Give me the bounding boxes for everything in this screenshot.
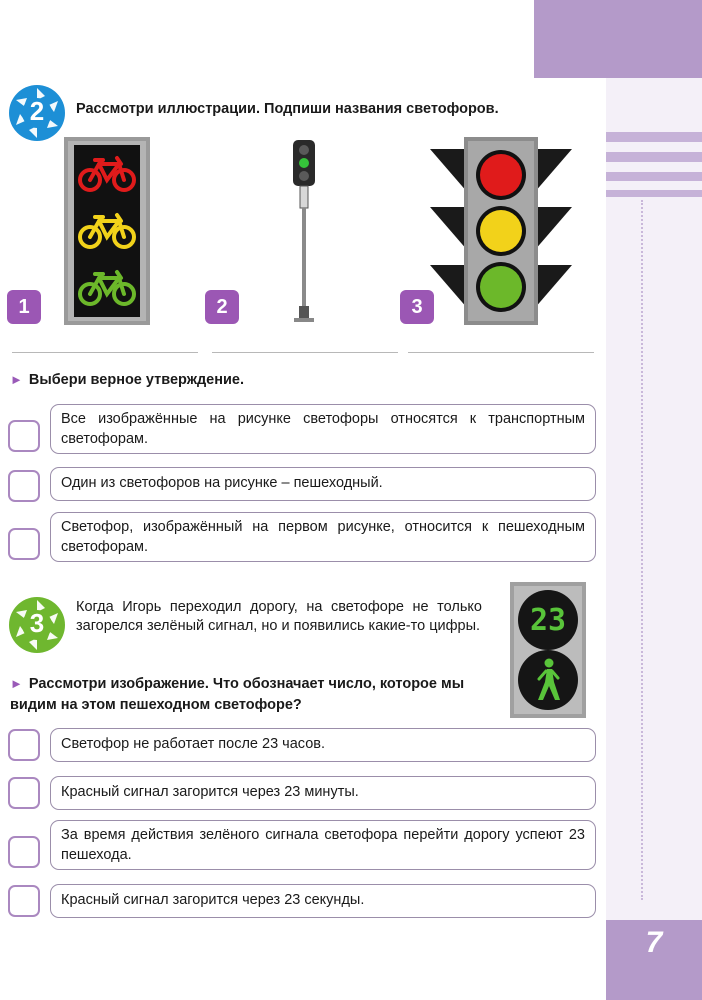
- bicycle-icon: [77, 211, 137, 251]
- option-checkbox[interactable]: [8, 420, 40, 452]
- side-strip: [606, 78, 702, 920]
- task-2-number: 2: [29, 96, 45, 126]
- answer-line-1[interactable]: [12, 352, 198, 353]
- option-box[interactable]: За время действия зелёного сигнала светофора перейти дорогу успеют 23 пешехода.: [50, 820, 596, 870]
- pedestrian-icon: [530, 658, 566, 702]
- option-box[interactable]: Все изображённые на рисунке светофоры относятся к транспортным светофорам.: [50, 404, 596, 454]
- arrow-icon: ►: [10, 372, 23, 387]
- option-checkbox[interactable]: [8, 885, 40, 917]
- stripe: [606, 132, 702, 142]
- arrow-icon: ►: [10, 676, 23, 691]
- task-3-instruction: ► Рассмотри изображение. Что обозначает число, которое мы видим на этом пешеходном светофоре?: [10, 676, 465, 713]
- bicycle-icon: [77, 154, 137, 194]
- answer-line-3[interactable]: [408, 352, 594, 353]
- image-label-2: 2: [205, 290, 239, 324]
- task-3-intro: Когда Игорь переходил дорогу, на светофоре не только загорелся зелёный сигнал, но и появились какие-то цифры.: [76, 599, 482, 634]
- image-label-1: 1: [7, 290, 41, 324]
- pole-traffic-light: [286, 138, 322, 324]
- option-checkbox[interactable]: [8, 777, 40, 809]
- option-box[interactable]: Один из светофоров на рисунке – пешеходный.: [50, 467, 596, 501]
- dotted-line: [641, 200, 643, 900]
- option-box[interactable]: Светофор, изображённый на первом рисунке, относится к пешеходным светофорам.: [50, 512, 596, 562]
- corner-decoration: [534, 0, 702, 78]
- countdown-display: 23: [529, 603, 567, 638]
- image-label-3: 3: [400, 290, 434, 324]
- option-box[interactable]: Красный сигнал загорится через 23 секунды.: [50, 884, 596, 918]
- option-checkbox[interactable]: [8, 470, 40, 502]
- transport-traffic-light: [428, 137, 574, 325]
- answer-line-2[interactable]: [212, 352, 398, 353]
- task-2-instruction: ► Выбери верное утверждение.: [10, 372, 245, 388]
- page-number: 7: [645, 926, 663, 959]
- task-2-title: Рассмотри иллюстрации. Подпиши названия светофоров.: [76, 101, 499, 117]
- stripe: [606, 152, 702, 162]
- option-checkbox[interactable]: [8, 836, 40, 868]
- option-checkbox[interactable]: [8, 729, 40, 761]
- option-box[interactable]: Красный сигнал загорится через 23 минуты.: [50, 776, 596, 810]
- bicycle-icon: [77, 268, 137, 308]
- option-checkbox[interactable]: [8, 528, 40, 560]
- stripe: [606, 172, 702, 181]
- stripe: [606, 190, 702, 197]
- task-3-number: 3: [29, 608, 45, 638]
- option-box[interactable]: Светофор не работает после 23 часов.: [50, 728, 596, 762]
